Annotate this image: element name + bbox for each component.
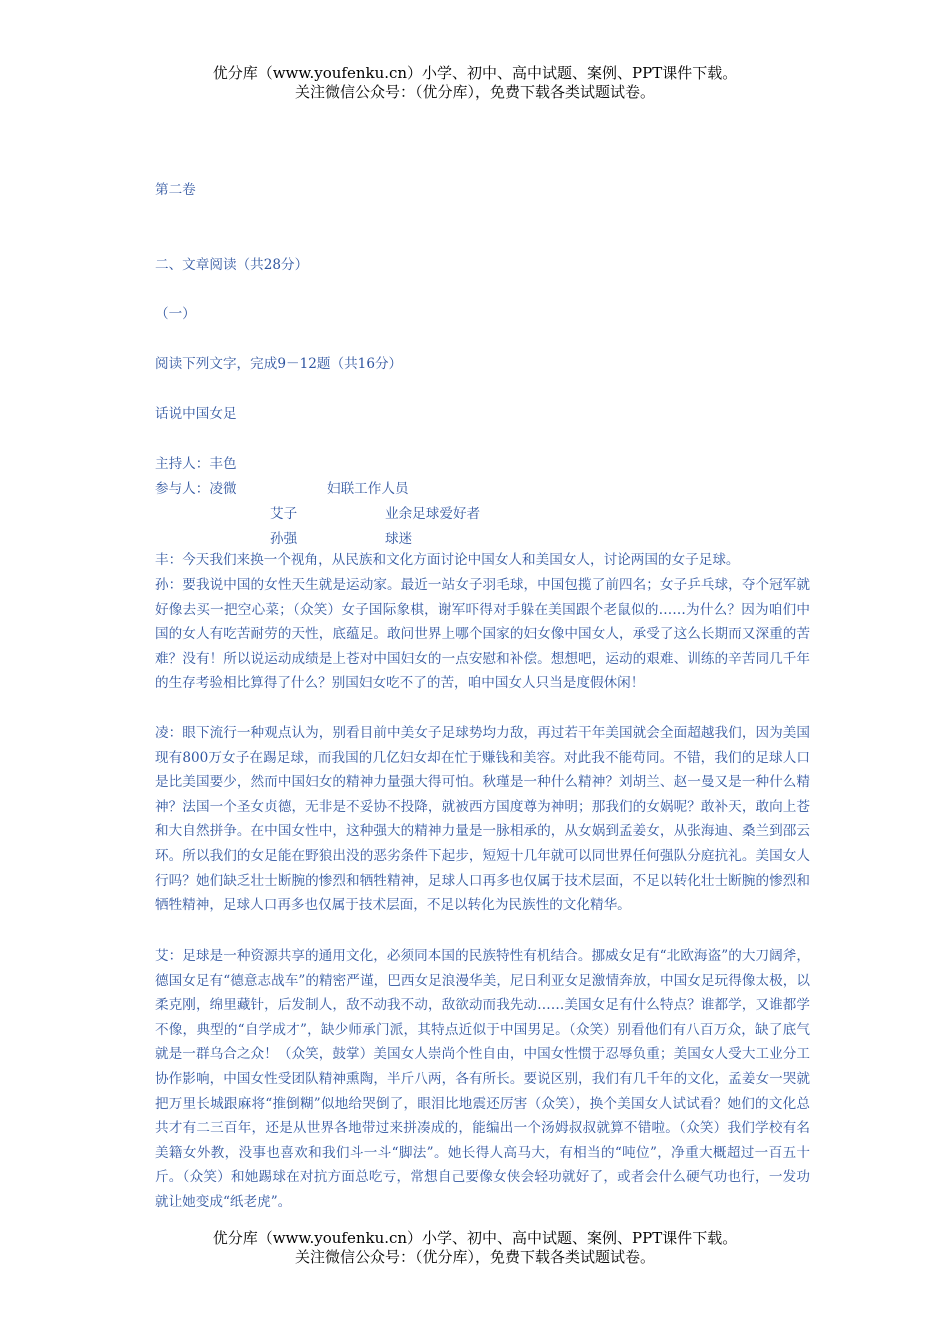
document-body [155,0,810,1344]
article-title: 话说中国女足 [155,406,237,422]
part-heading: （一） [155,306,196,322]
participant-role: 业余足球爱好者 [385,506,481,522]
participant-role: 球迷 [385,531,413,547]
footer-line-1: 优分库（www.youfenku.cn）小学、初中、高中试题、案例、PPT课件下载。 [212,1229,738,1247]
dialogue-paragraph-feng: 丰：今天我们来换一个视角，从民族和文化方面讨论中国女人和美国女人，讨论两国的女子足球。 [155,552,740,568]
section-heading: 二、文章阅读（共28分） [155,257,309,273]
footer-line-2: 关注微信公众号：（优分库），免费下载各类试题试卷。 [294,1248,655,1266]
header-line-1: 优分库（www.youfenku.cn）小学、初中、高中试题、案例、PPT课件下载。 [212,64,738,82]
participant-role: 妇联工作人员 [327,481,409,497]
participant-row [155,477,810,497]
header-line-2: 关注微信公众号：（优分库），免费下载各类试题试卷。 [294,83,655,101]
participant-name: 艾子 [270,506,298,522]
page-footer [0,1229,950,1267]
participant-name: 孙强 [270,531,298,547]
dialogue-paragraph-ling: 凌：眼下流行一种观点认为，别看目前中美女子足球势均力敌，再过若干年美国就会全面超越我们，因为美国现有800万女子在踢足球，而我国的几亿妇女却在忙于赚钱和美容。对此我不能苟同。不错，我们的足球人口是比美国要少，然而中国妇女的精神力量强大得可怕。秋瑾是一种什么精神？刘胡兰、赵一曼又是一种什么精神？法国一个圣女贞德，无非是不妥协不投降，就被西方国度尊为神明；那我们的女娲呢？敢补天，敢向上苍和大自然拼争。在中国女性中，这种强大的精神力量是一脉相承的，从女娲到孟姜女，从张海迪、桑兰到邵云环。所以我们的女足能在野狼出没的恶劣条件下起步，短短十几年就可以同世界任何强队分庭抗礼。美国女人行吗？她们缺乏壮士断腕的惨烈和牺牲精神，足球人口再多也仅属于技术层面，不足以转化壮士断腕的惨烈和牺牲精神，足球人口再多也仅属于技术层面，不足以转化为民族性的文化精华。 [155,725,810,914]
dialogue-paragraph-ai: 艾：足球是一种资源共享的通用文化，必须同本国的民族特性有机结合。挪威女足有“北欧海盗”的大刀阔斧，德国女足有“德意志战车”的精密严谨，巴西女足浪漫华美，尼日利亚女足激情奔放，中国女足玩得像太极，以柔克刚，绵里藏针，后发制人，敌不动我不动，敌欲动而我先动……美国女足有什么特点？谁都学，又谁都学不像，典型的“自学成才”，缺少师承门派，其特点近似于中国男足。（众笑）别看他们有八百万众，缺了底气就是一群乌合之众！（众笑，鼓掌）美国女人崇尚个性自由，中国女性惯于忍辱负重；美国女人受大工业分工协作影响，中国女性受团队精神熏陶，半斤八两，各有所长。要说区别，我们有几千年的文化，孟姜女一哭就把万里长城跟麻将“推倒糊”似地给哭倒了，眼泪比地震还厉害（众笑），换个美国女人试试看？她们的文化总共才有二三百年，还是从世界各地带过来拼凑成的，能编出一个汤姆叔叔就算不错啦。（众笑）我们学校有名美籍女外教，没事也喜欢和我们斗一斗“脚法”。她长得人高马大，有相当的“吨位”，净重大概超过一百五十斤。（众笑）和她踢球在对抗方面总吃亏，常想自己要像女侠会轻功就好了，或者会什么硬气功也行，一发功就让她变成“纸老虎”。 [155,948,810,1210]
dialogue-paragraph-sun: 孙：要我说中国的女性天生就是运动家。最近一站女子羽毛球，中国包揽了前四名；女子乒乓球，夺个冠军就好像去买一把空心菜；（众笑）女子国际象棋，谢军吓得对手躲在美国跟个老鼠似的……为什么？因为咱们中国的女人有吃苦耐劳的天性，底蕴足。敢问世界上哪个国家的妇女像中国女人，承受了这么长期而又深重的苦难？没有！所以说运动成绩是上苍对中国妇女的一点安慰和补偿。想想吧，运动的艰难、训练的辛苦同几千年的生存考验相比算得了什么？别国妇女吃不了的苦，咱中国女人只当是度假休闲！ [155,577,810,692]
participants-label: 参与人：凌微 [155,481,237,497]
volume-heading: 第二卷 [155,182,196,198]
host-line: 主持人：丰色 [155,456,237,472]
reading-instruction: 阅读下列文字，完成9－12题（共16分） [155,356,403,372]
